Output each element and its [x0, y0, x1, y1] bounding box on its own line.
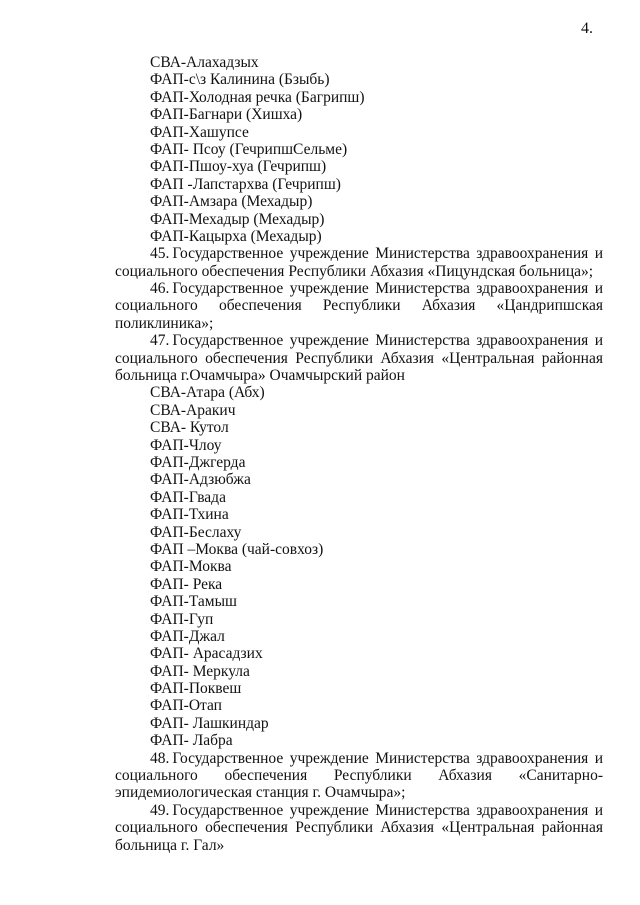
paragraph-text: Государственное учреждение Министерства здравоохранения и — [172, 801, 603, 819]
paragraph-text: эпидемиологическая станция г. Очамчыра»; — [115, 784, 406, 802]
paragraph-text: социального обеспечения Республики Абхазия «Санитарно- — [115, 767, 603, 785]
list-item: ФАП-Багнари (Хишха) — [150, 106, 303, 124]
list-item: ФАП -Лапстархва (Гечрипш) — [150, 175, 341, 193]
list-item: ФАП-Холодная речка (Багрипш) — [150, 88, 365, 106]
paragraph-number: 48. — [150, 749, 170, 767]
list-item: ФАП-Моква — [150, 558, 232, 576]
paragraph-text: больница г.Очамчыра» Очамчырский район — [115, 367, 405, 385]
paragraph-text: Государственное учреждение Министерства здравоохранения и — [172, 280, 603, 298]
paragraph-number: 47. — [150, 332, 170, 350]
list-item: ФАП-Джал — [150, 627, 225, 645]
paragraph-text: социального обеспечения Республики Абхазия «Пицундская больница»; — [115, 262, 594, 280]
paragraph-number: 49. — [150, 801, 170, 819]
list-item: ФАП –Моква (чай-совхоз) — [150, 540, 324, 558]
list-item: СВА-Аракич — [150, 401, 236, 419]
paragraph-text: поликлиника»; — [115, 314, 214, 332]
paragraph-number: 45. — [150, 245, 170, 263]
list-item: СВА-Алахадзых — [150, 54, 259, 71]
page-number: 4. — [581, 20, 593, 37]
list-item: ФАП-Кацырха (Мехадыр) — [150, 227, 322, 245]
paragraph-text: Государственное учреждение Министерства здравоохранения и — [172, 332, 603, 350]
list-item: ФАП-Члоу — [150, 436, 222, 454]
list-item: ФАП-Беслаху — [150, 523, 242, 541]
list-item: ФАП-Джгерда — [150, 453, 246, 471]
list-item: ФАП-Отап — [150, 697, 222, 715]
list-item: ФАП-Мехадыр (Мехадыр) — [150, 210, 325, 228]
paragraph-text: Государственное учреждение Министерства здравоохранения и — [172, 749, 603, 767]
list-item: СВА- Кутол — [150, 419, 229, 437]
paragraph-46 — [115, 280, 603, 332]
paragraph-text: социального обеспечения Республики Абхазия «Цандрипшская — [115, 297, 603, 315]
paragraph-number: 46. — [150, 280, 170, 298]
list-item: СВА-Атара (Абх) — [150, 384, 265, 402]
paragraph-text: больница г. Гал» — [115, 836, 225, 854]
document-body — [115, 54, 603, 854]
list-item: ФАП- Псоу (ГечрипшСельме) — [150, 140, 348, 158]
paragraph-45 — [115, 245, 603, 280]
list-item: ФАП- Река — [150, 575, 223, 593]
paragraph-text: Государственное учреждение Министерства здравоохранения и — [172, 245, 603, 263]
paragraph-47 — [115, 332, 603, 384]
list-item: ФАП-Гвада — [150, 488, 226, 506]
list-item: ФАП-с\з Калинина (Бзыбь) — [150, 71, 330, 89]
list-item: ФАП-Пшоу-хуа (Гечрипш) — [150, 158, 327, 176]
paragraph-text: социального обеспечения Республики Абхазия «Центральная районная — [115, 819, 603, 837]
list-item: ФАП-Тхина — [150, 506, 229, 524]
list-item: ФАП- Меркула — [150, 662, 250, 680]
list-item: ФАП- Лабра — [150, 732, 233, 750]
paragraph-49 — [115, 802, 603, 854]
list-item: ФАП- Лашкиндар — [150, 714, 269, 732]
list-item: ФАП-Амзара (Мехадыр) — [150, 193, 313, 211]
list-item: ФАП- Арасадзих — [150, 645, 263, 663]
list-item: ФАП-Тамыш — [150, 593, 237, 611]
list-item: ФАП-Хашупсе — [150, 123, 249, 141]
paragraph-48 — [115, 750, 603, 802]
list-item: ФАП-Поквеш — [150, 680, 242, 698]
list-item: ФАП-Гуп — [150, 610, 214, 628]
list-item: ФАП-Адзюбжа — [150, 471, 251, 489]
paragraph-text: социального обеспечения Республики Абхазия «Центральная районная — [115, 349, 603, 367]
